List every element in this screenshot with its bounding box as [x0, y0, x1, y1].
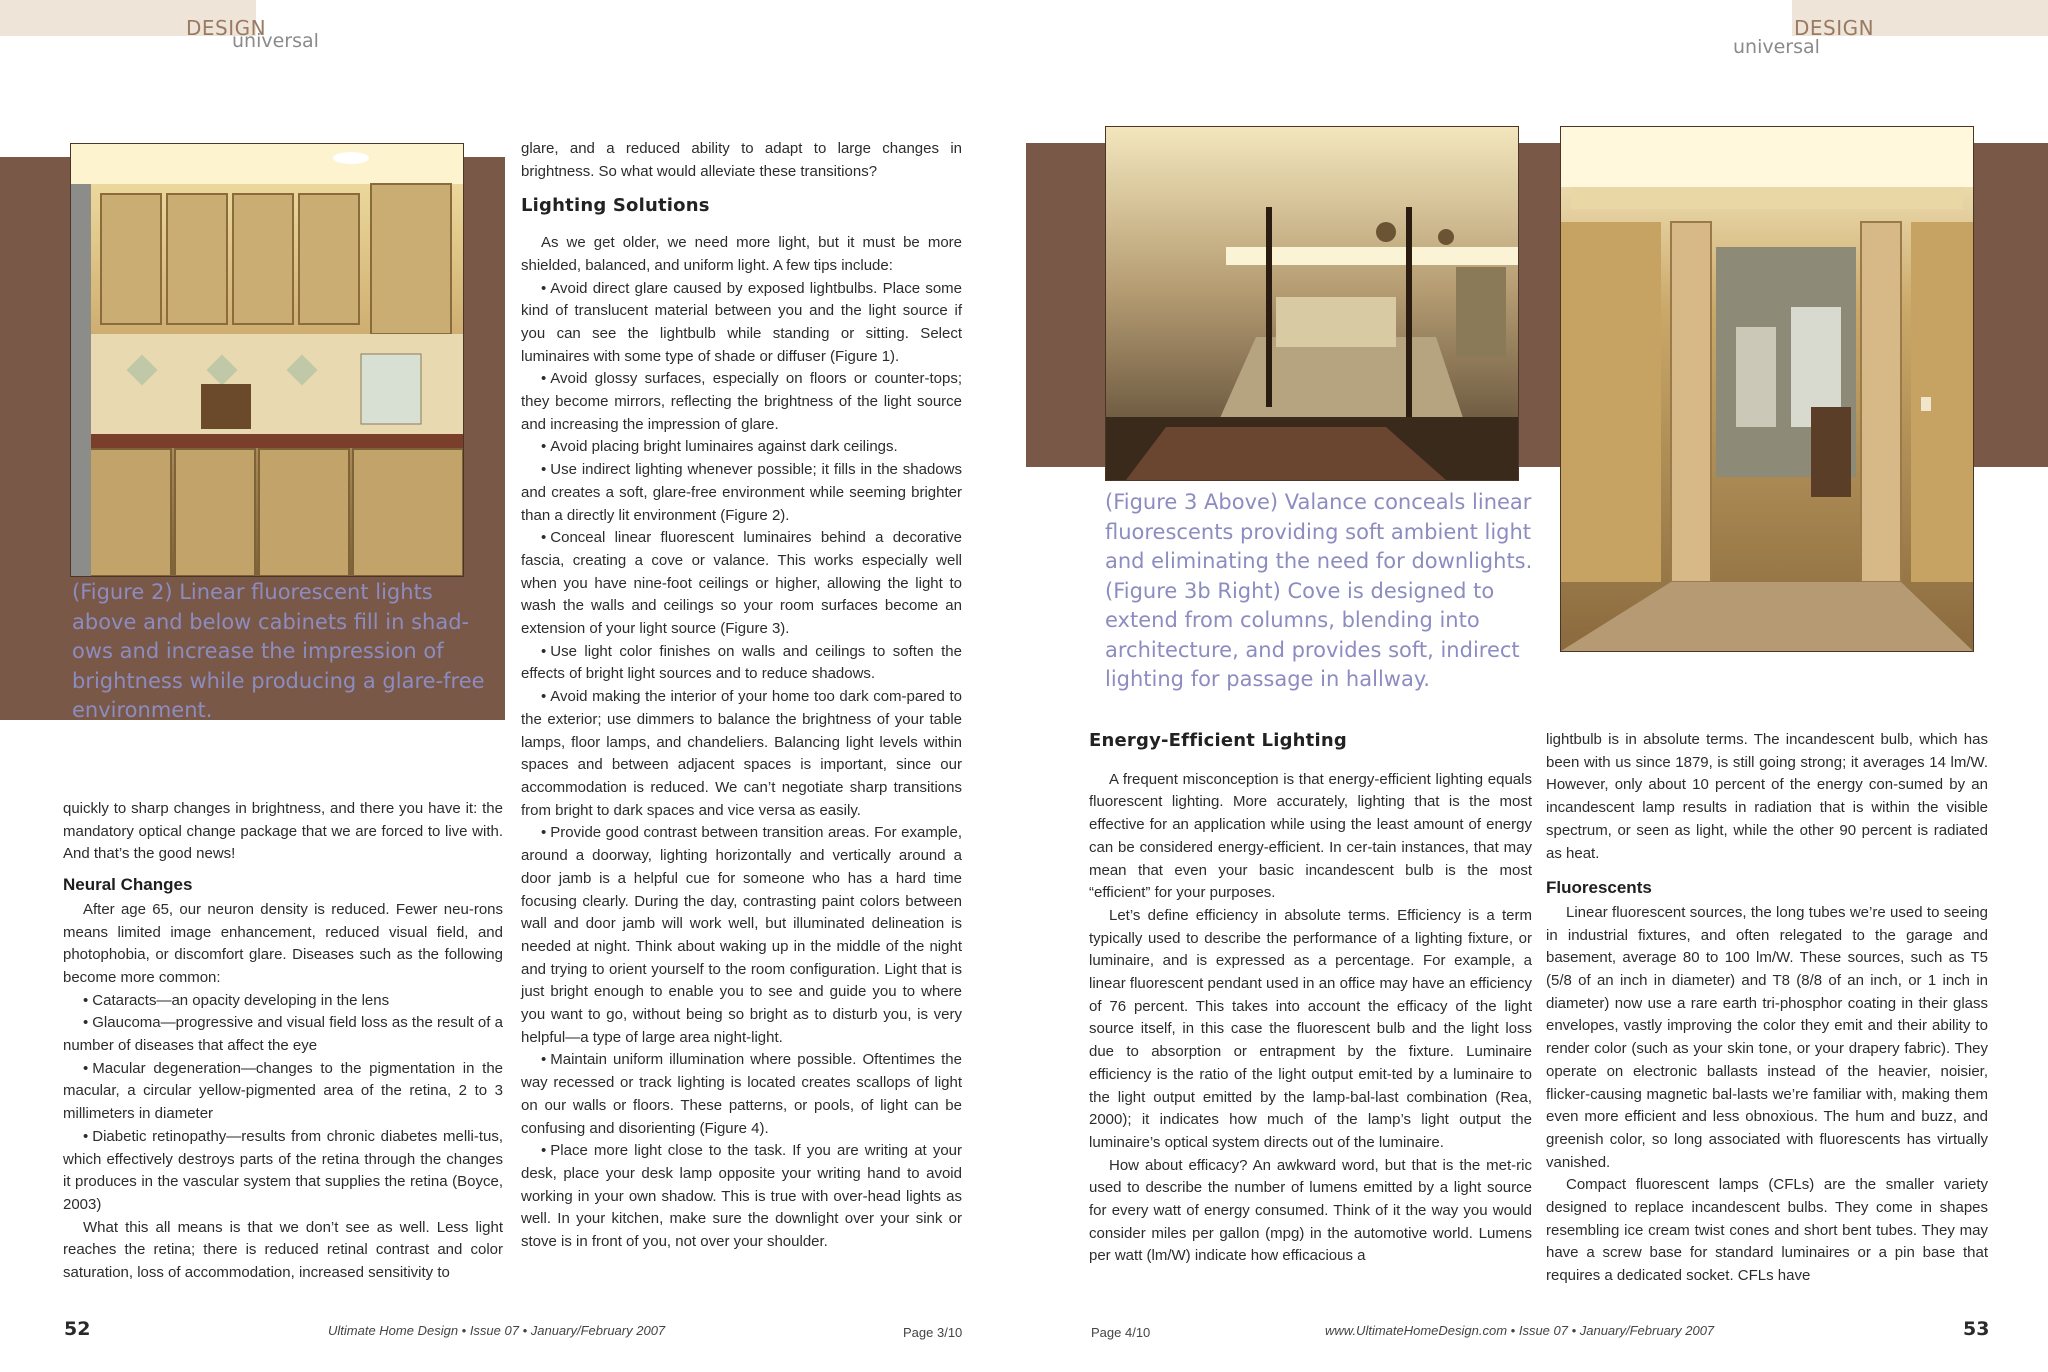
col1-bullet: • Diabetic retinopathy—results from chronic diabetes melli-tus, which effectively destroys parts of the retina through the changes it produces in the vascular system that supplies the retina (Boyce, 2003) [63, 1127, 503, 1213]
figure-3-caption: (Figure 3 Above) Valance conceals linear fluorescents providing soft ambient light and eliminating the need for downlights. (Figure 3b Right) Cove is designed to extend from columns, blending into architecture, and provides soft, indirect lighting for passage in hallway. [1105, 490, 1533, 691]
right-page-number: 53 [1963, 1318, 1990, 1340]
col2-intro: glare, and a reduced ability to adapt to large changes in brightness. So what would alleviate these transitions? [521, 140, 962, 180]
neural-changes-heading: Neural Changes [63, 875, 193, 895]
right-footer-publication: www.UltimateHomeDesign.com • Issue 07 • January/February 2007 [1325, 1323, 1715, 1338]
col1-bullet: • Cataracts—an opacity developing in the lens [83, 991, 390, 1009]
right-footer-page-of: Page 4/10 [1091, 1325, 1151, 1340]
hallway-columns-photo [1560, 126, 1974, 652]
column-1 [63, 798, 503, 1285]
col2-bullet: • Avoid glossy surfaces, especially on floors or counter-tops; they become mirrors, reflecting the brightness of the light source and increasing the impression of glare. [521, 370, 962, 433]
col2-bullet: • Use light color finishes on walls and ceilings to soften the effects of bright light sources and to reduce shadows. [521, 642, 962, 683]
col4-paragraph: Linear fluorescent sources, the long tubes we’re used to seeing in industrial fixtures, and often relegated to the garage and basement, average 80 to 100 lm/W. These sources, such as T5 (5/8 of an inch in diameter) and T8 (8/8 of an inch, or 1 inch in diameter) now use a rare earth tri-phosphor coating in their glass envelopes, vastly improving the color they emit and their ability to render color (such as your skin tone, or your drapery fabric). They operate on electronic ballasts instead of the heavier, noisier, flicker-causing magnetic bal-lasts we’re familiar with, making them even more efficient and less obnoxious. The hum and buzz, and greenish color, so long associated with fluorescents has virtually vanished. [1546, 903, 1988, 1171]
col1-intro: quickly to sharp changes in brightness, and there you have it: the mandatory optical change package that we are forced to live with. And that’s the good news! [63, 800, 503, 863]
col2-bullet: • Place more light close to the task. If you are writing at your desk, place your desk lamp opposite your writing hand to avoid working in your own shadow. This is true with over-head lights as well. In your kitchen, make sure the downlight over your sink or stove is in front of you, not over your shoulder. [521, 1142, 962, 1251]
col2-bullet: • Avoid direct glare caused by exposed lightbulbs. Place some kind of translucent material between you and the light source if you can see the lightbulb while standing or sitting. Select luminaires with some type of shade or diffuser (Figure 1). [521, 279, 962, 365]
col3-paragraph: A frequent misconception is that energy-efficient lighting equals fluorescent lighting. More accurately, lighting that is the most effective for an application while using the least amount of energy can be considered energy-efficient. In cer-tain instances, that may mean that even your basic incandescent bulb is the most “efficient” for your purposes. [1089, 770, 1532, 902]
col2-bullet: • Maintain uniform illumination where possible. Oftentimes the way recessed or track lighting is located creates scallops of light on our walls or floors. These patterns, or pools, of light can be confusing and disorienting (Figure 4). [521, 1051, 962, 1137]
header-universal-right: universal [1733, 36, 1820, 58]
left-page-number: 52 [64, 1318, 91, 1340]
column-3 [1089, 726, 1532, 1268]
left-footer-page-of: Page 3/10 [903, 1325, 963, 1340]
col3-paragraph: Let’s define efficiency in absolute terms. Efficiency is a term typically used to describe the performance of a lighting fixture, or luminaire, and is expressed as a percentage. For example, a linear fluorescent pendant used in an office may have an efficiency of 76 percent. This takes into account the efficacy of the light source itself, in this case the fluorescent bulb and the light loss due to absorption or entrapment by the fixture. Luminaire efficiency is the ratio of the light output emit-ted by a luminaire to the light output emitted by the lamp-bal-last combination (Rea, 2000); it indicates how much of the lamp’s light output the luminaire’s optical system directs out of the luminaire. [1089, 906, 1532, 1151]
figure-2-caption: (Figure 2) Linear fluorescent lights above and below cabinets fill in shad-ows and increase the impression of brightness while producing a glare-free environment. [72, 580, 485, 722]
header-design-right: DESIGN [1794, 16, 1875, 40]
col2-bullet: • Conceal linear fluorescent luminaires behind a decorative fascia, creating a cove or valance. This works especially well when you have nine-foot ceilings or higher, allowing the light to wash the walls and ceilings so your room surfaces become an extension of your light source (Figure 3). [521, 529, 962, 638]
col1-closing: What this all means is that we don’t see as well. Less light reaches the retina; there is reduced retinal contrast and color saturation, loss of accommodation, increased sensitivity to [63, 1218, 503, 1282]
column-4 [1546, 729, 1988, 1288]
col1-bullet: • Macular degeneration—changes to the pigmentation in the macular, a circular yellow-pigmented area of the retina, 2 to 3 millimeters in diameter [63, 1059, 503, 1123]
col4-intro: lightbulb is in absolute terms. The incandescent bulb, which has been with us since 1879, is still going strong; it averages 14 lm/W. However, only about 10 percent of the energy con-sumed by an incandescent lamp results in radiation that is within the visible spectrum, or seen as light, while the other 90 percent is radiated as heat. [1546, 731, 1988, 862]
energy-efficient-heading: Energy-Efficient Lighting [1089, 730, 1347, 751]
fluorescents-heading: Fluorescents [1546, 878, 1652, 898]
column-2 [521, 138, 962, 1254]
col2-lead: As we get older, we need more light, but it must be more shielded, balanced, and uniform light. A few tips include: [521, 234, 962, 274]
bedroom-valance-photo [1105, 126, 1519, 481]
col4-paragraph: Compact fluorescent lamps (CFLs) are the smaller variety designed to replace incandescent bulbs. They come in shapes resembling ice cream twist cones and short bent tubes. They may have a screw base for standard luminaires or a pin base that requires a dedicated socket. CFLs have [1546, 1176, 1988, 1285]
col1-bullet: • Glaucoma—progressive and visual field loss as the result of a number of diseases that affect the eye [63, 1014, 503, 1055]
left-footer-publication: Ultimate Home Design • Issue 07 • January/February 2007 [328, 1323, 666, 1338]
lighting-solutions-heading: Lighting Solutions [521, 195, 710, 217]
header-design-left: DESIGN [186, 16, 267, 40]
col2-bullet: • Provide good contrast between transition areas. For example, around a doorway, lighting horizontally and vertically around a door jamb is a helpful cue for someone who has a hard time focusing clearly. During the day, contrasting paint colors between wall and door jamb will work well, but illuminated delineation is needed at night. Think about waking up in the middle of the night and trying to orient yourself to the room configuration. Light that is just bright enough to enable you to see and guide you to where you want to go, without being so bright as to disturb you, is very helpful—a type of large area night-light. [521, 824, 962, 1046]
col1-neural-paragraph: After age 65, our neuron density is reduced. Fewer neu-rons means limited image enhancement, reduced visual field, and photophobia, or discomfort glare. Diseases such as the following become more common: [63, 900, 503, 986]
col2-bullet: • Use indirect lighting whenever possible; it fills in the shadows and creates a soft, glare-free environment while seeming brighter than a directly lit environment (Figure 2). [521, 461, 962, 524]
kitchen-cabinets-photo [70, 143, 464, 577]
col2-bullet: • Avoid placing bright luminaires against dark ceilings. [541, 438, 898, 456]
col2-bullet: • Avoid making the interior of your home too dark com-pared to the exterior; use dimmers to balance the brightness of your table lamps, floor lamps, and chandeliers. Balancing light levels within spaces and between adjacent spaces is important, since our accommodation is reduced. We can’t negotiate sharp transitions from bright to dark spaces and vice versa as easily. [521, 688, 962, 819]
col3-paragraph: How about efficacy? An awkward word, but that is the met-ric used to describe the number of lumens emitted by a light source for every watt of energy consumed. Think of it the way you would consider miles per gallon (mpg) in the automotive world. Lumens per watt (lm/W) indicate how efficacious a [1089, 1156, 1532, 1265]
header-universal-left: universal [232, 30, 319, 52]
